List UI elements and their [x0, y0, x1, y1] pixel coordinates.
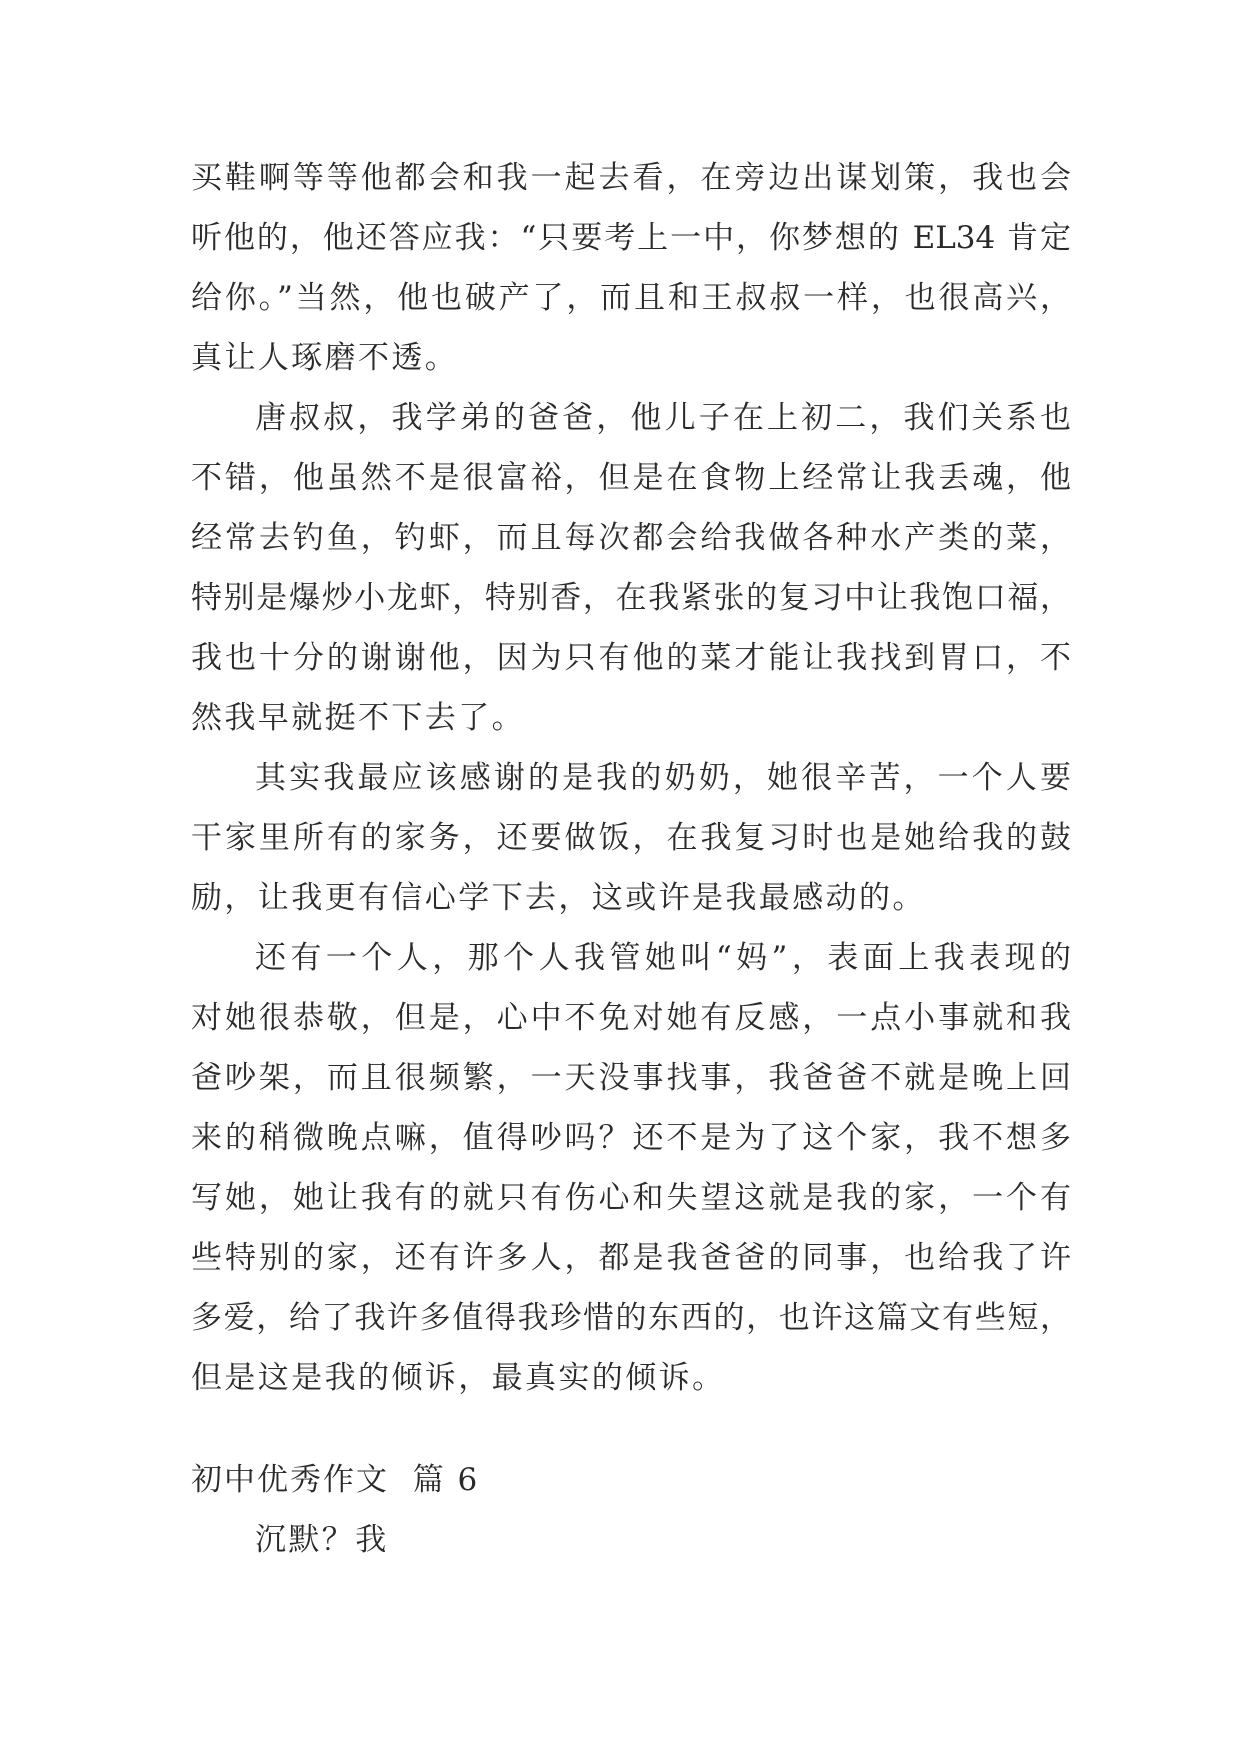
text-line: 买鞋啊等等他都会和我一起去看，在旁边出谋划策，我也会 [191, 160, 1071, 196]
text-line: 对她很恭敬，但是，心中不免对她有反感，一点小事就和我 [191, 1000, 1071, 1036]
text-line: 特别是爆炒小龙虾，特别香，在我紧张的复习中让我饱口福， [191, 580, 1071, 616]
section-first-line: 沉默？我 [255, 1522, 389, 1558]
text-line: 来的稍微晚点嘛，值得吵吗？还不是为了这个家，我不想多 [191, 1120, 1071, 1156]
text-line: 唐叔叔，我学弟的爸爸，他儿子在上初二，我们关系也 [255, 400, 1071, 436]
text-line: 经常去钓鱼，钓虾，而且每次都会给我做各种水产类的菜， [191, 520, 1071, 556]
text-line: 听他的，他还答应我：“只要考上一中，你梦想的 EL34 肯定 [191, 220, 1071, 256]
text-line: 然我早就挺不下去了。 [191, 700, 525, 736]
section-title: 初中优秀作文 篇 6 [191, 1462, 480, 1498]
text-line: 不错，他虽然不是很富裕，但是在食物上经常让我丢魂，他 [191, 460, 1071, 496]
text-line: 真让人琢磨不透。 [191, 340, 459, 376]
text-line: 爸吵架，而且很频繁，一天没事找事，我爸爸不就是晚上回 [191, 1060, 1071, 1096]
text-line: 给你。”当然，他也破产了，而且和王叔叔一样，也很高兴， [191, 280, 1071, 316]
text-line: 励，让我更有信心学下去，这或许是我最感动的。 [191, 880, 926, 916]
text-line: 些特别的家，还有许多人，都是我爸爸的同事，也给我了许 [191, 1240, 1071, 1276]
text-line: 其实我最应该感谢的是我的奶奶，她很辛苦，一个人要 [255, 760, 1071, 796]
text-line: 写她，她让我有的就只有伤心和失望这就是我的家，一个有 [191, 1180, 1071, 1216]
text-line: 多爱，给了我许多值得我珍惜的东西的，也许这篇文有些短， [191, 1300, 1071, 1336]
text-line: 还有一个人，那个人我管她叫“妈”，表面上我表现的 [255, 940, 1071, 976]
text-line: 但是这是我的倾诉，最真实的倾诉。 [191, 1360, 726, 1396]
text-line: 干家里所有的家务，还要做饭，在我复习时也是她给我的鼓 [191, 820, 1071, 856]
text-line: 我也十分的谢谢他，因为只有他的菜才能让我找到胃口，不 [191, 640, 1071, 676]
